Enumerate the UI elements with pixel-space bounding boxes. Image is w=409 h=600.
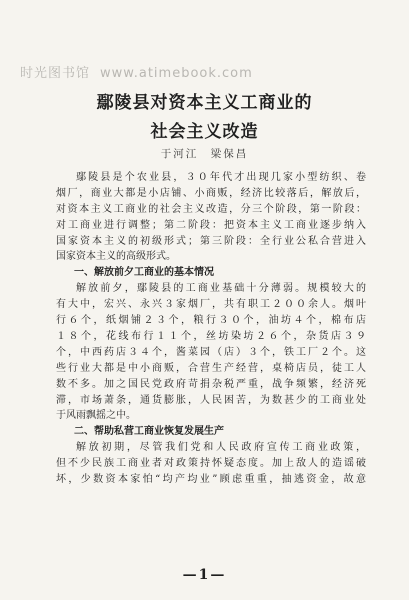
document-body: [56, 170, 366, 488]
section1-line: 行６个，纸烟铺２３个，粮行３０个，油坊４个，棉布店: [56, 315, 366, 327]
section1-line: 个，中西药店３４个，酱菜园（店）３个，铁工厂２个。这: [56, 346, 366, 358]
section1-line: １８个，花线布行１１个，丝坊染坊２６个，杂货店３９: [56, 331, 366, 343]
section1-line: 有大中，宏兴、永兴３家烟厂，共有职工２００余人。烟叶: [56, 299, 366, 311]
body-line: 对资本主义工商业的社会主义改造，分三个阶段，第一阶段：: [56, 203, 366, 215]
watermark-site-name: 时光图书馆: [20, 66, 91, 81]
page-number: —1—: [182, 567, 227, 583]
section2-line: 但不少民族工商业者对政策持怀疑态度。加上敌人的造谣破: [56, 458, 366, 470]
body-line: 国家资本主义的初级形式；第三阶段：全行业公私合营进入: [56, 235, 366, 247]
section1-line: 些行业大都是中小商贩，合营生产经营，桌椅店员，徒工人: [56, 362, 366, 374]
section-heading-1: 一、解放前夕工商业的基本情况: [74, 267, 214, 279]
body-line: 对工商业进行调整；第二阶段：把资本主义工商业逐步纳入: [56, 219, 366, 231]
section1-line: 滞，市场萧条，通货膨胀，人民困苦，为数甚少的工商业处: [56, 394, 366, 406]
body-line: 国家资本主义的高级形式。: [56, 251, 176, 263]
watermark-domain: www.atimebook.com: [100, 66, 253, 81]
section1-line: 解放前夕，鄢陵县的工商业基础十分薄弱。规模较大的: [76, 283, 366, 295]
section1-line: 数不多。加之国民党政府苛捐杂税严重，战争频繁，经济死: [56, 378, 366, 390]
body-line: 鄢陵县是个农业县，３０年代才出现几家小型纺织、卷: [76, 172, 366, 183]
section2-line: 坏，少数资本家怕“均产均业”顾虑重重，抽逃资金，故意: [56, 474, 366, 486]
document-title-line1: 鄢陵县对资本主义工商业的: [96, 93, 313, 113]
watermark: [20, 62, 253, 81]
authors: 于河江 梁保昌: [160, 148, 249, 160]
section1-line: 于风雨飘摇之中。: [56, 410, 136, 422]
document-title-line2: 社会主义改造: [150, 122, 259, 142]
section2-line: 解放初期，尽管我们党和人民政府宣传工商业政策，: [76, 442, 366, 454]
section-heading-2: 二、帮助私营工商业恢复发展生产: [74, 426, 224, 438]
body-line: 烟厂，商业大都是小店铺、小商贩，经济比较落后，解放后，: [56, 187, 366, 199]
